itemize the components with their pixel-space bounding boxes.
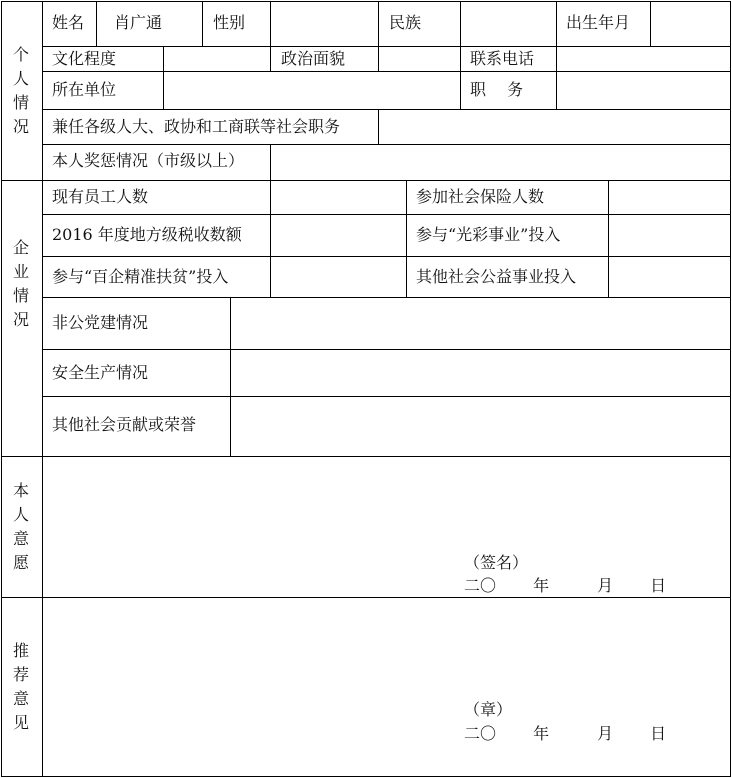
section-char: 本 xyxy=(12,481,29,500)
recommend-date-line: 二〇 年 月 日 xyxy=(464,724,667,743)
phone-label: 联系电话 xyxy=(470,49,535,68)
education-field[interactable] xyxy=(164,47,270,71)
safety-field[interactable] xyxy=(231,350,730,396)
col-rule xyxy=(460,71,461,109)
party-field[interactable] xyxy=(231,298,730,349)
ethnicity-field[interactable] xyxy=(461,2,556,46)
insured-field[interactable] xyxy=(609,181,730,214)
safety-label: 安全生产情况 xyxy=(52,363,149,382)
section-char: 人 xyxy=(12,68,29,88)
section-char: 见 xyxy=(12,713,29,732)
col-rule xyxy=(556,1,557,46)
section-char: 业 xyxy=(12,261,29,281)
border-right xyxy=(730,1,731,777)
col-rule xyxy=(378,1,379,46)
welfare-label: 其他社会公益事业投入 xyxy=(416,267,577,286)
position-label: 职 务 xyxy=(470,80,524,99)
col-rule xyxy=(406,180,407,297)
roles-label: 兼任各级人大、政协和工商联等社会职务 xyxy=(52,117,341,136)
name-label: 姓名 xyxy=(52,13,85,32)
section-char: 企 xyxy=(12,237,29,257)
section-char: 况 xyxy=(12,116,29,136)
recommend-section-label xyxy=(1,598,41,776)
employer-label: 所在单位 xyxy=(52,80,117,99)
section-char: 情 xyxy=(12,92,29,112)
poverty-label: 参与“百企精准扶贫”投入 xyxy=(52,267,229,286)
section-char: 意 xyxy=(12,529,29,548)
gender-field[interactable] xyxy=(271,2,378,46)
tax-label: 2016 年度地方级税收数额 xyxy=(52,225,242,244)
col-rule xyxy=(202,1,203,46)
politics-field[interactable] xyxy=(379,47,460,71)
awards-label: 本人奖惩情况（市级以上） xyxy=(52,151,245,170)
col-rule xyxy=(270,46,271,71)
birth-label: 出生年月 xyxy=(566,13,631,32)
col-rule xyxy=(460,46,461,71)
awards-field[interactable] xyxy=(271,145,730,180)
section-char: 意 xyxy=(12,689,29,708)
poverty-field[interactable] xyxy=(271,257,406,297)
section-char: 人 xyxy=(12,505,29,524)
section-char: 推 xyxy=(12,641,29,660)
position-field[interactable] xyxy=(557,72,730,109)
border-bottom xyxy=(1,776,731,777)
ethnicity-label: 民族 xyxy=(389,13,422,32)
name-value: 肖广通 xyxy=(114,13,163,32)
welfare-field[interactable] xyxy=(609,257,730,297)
tax-field[interactable] xyxy=(271,215,406,256)
insured-label: 参加社会保险人数 xyxy=(416,187,545,206)
intention-date-line: 二〇 年 月 日 xyxy=(464,576,667,595)
seal-label: （章） xyxy=(464,700,513,719)
roles-field[interactable] xyxy=(379,110,730,144)
section-char: 荐 xyxy=(12,665,29,684)
section-char: 个 xyxy=(12,44,29,64)
honors-field[interactable] xyxy=(231,397,730,456)
guangcai-label: 参与“光彩事业”投入 xyxy=(416,225,561,244)
birth-field[interactable] xyxy=(651,2,730,46)
personal-section-label xyxy=(1,1,41,180)
honors-label: 其他社会贡献或荣誉 xyxy=(52,415,197,434)
section-char: 情 xyxy=(12,285,29,305)
guangcai-field[interactable] xyxy=(609,215,730,256)
section-char: 况 xyxy=(12,309,29,329)
signature-label: （签名） xyxy=(464,553,529,572)
intention-section-label xyxy=(1,457,41,597)
politics-label: 政治面貌 xyxy=(281,49,346,68)
party-label: 非公党建情况 xyxy=(52,313,149,332)
gender-label: 性别 xyxy=(213,13,246,32)
section-char: 愿 xyxy=(12,553,29,572)
company-section-label xyxy=(1,181,41,386)
employees-field[interactable] xyxy=(271,181,406,214)
employees-label: 现有员工人数 xyxy=(52,187,149,206)
education-label: 文化程度 xyxy=(52,49,117,68)
phone-field[interactable] xyxy=(557,47,730,71)
employer-field[interactable] xyxy=(164,72,460,109)
col-rule xyxy=(96,1,97,46)
recommend-field[interactable] xyxy=(43,598,730,776)
